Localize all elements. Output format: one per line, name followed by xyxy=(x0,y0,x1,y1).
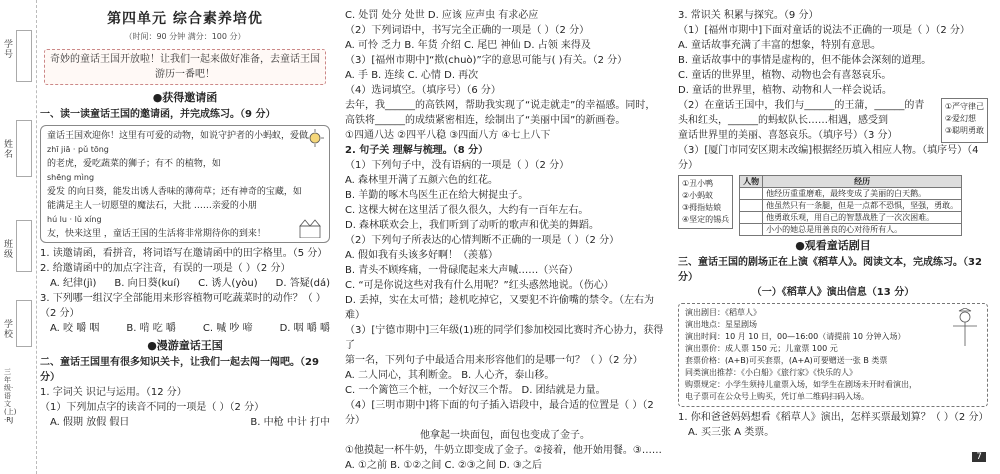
c2-line: 第一名，下列句子中最适合用来形容他们的是哪一句？（ ）（2 分） xyxy=(345,355,643,366)
c2-line: （4）选词填空。（填序号）（6 分） xyxy=(345,85,501,96)
option[interactable]: B. 啃 吃 嚼 xyxy=(126,323,176,334)
info-line: 同类演出推荐：《小白船》《旅行家》《快乐的人》 xyxy=(685,368,857,377)
c2-line: 去年，我______的高铁网，帮助我实现了“说走就走”的幸福感。同时， xyxy=(345,100,656,111)
option[interactable]: B. 中枪 中计 打中 xyxy=(250,417,330,428)
student-number-label: 学号 xyxy=(4,40,14,60)
person: ③拇指姑娘 xyxy=(682,203,722,212)
answer-cell[interactable] xyxy=(740,224,763,236)
c2-line: （2）下列词语中，书写完全正确的一项是（ ）（2 分） xyxy=(345,25,590,36)
table-header: 人物 xyxy=(740,176,763,188)
c2-line: （4）[三明市期中]将下面的句子插入语段中，最合适的位置是（ ）（2 分） xyxy=(345,400,654,426)
c2-line: （3）[宁德市期中]三年级(1)班的同学们参加校园比赛时齐心协力，获得了 xyxy=(345,325,664,351)
info-line: 演出票价：成人票 150 元；儿童票 100 元 xyxy=(685,344,838,353)
column-2 xyxy=(345,8,665,473)
info-line: 电子票可在公众号上购买，凭订单二维码扫码入场。 xyxy=(685,392,869,401)
letter-pinyin-1: zhī jiā · pǔ tōng xyxy=(47,145,109,154)
name-label: 姓名 xyxy=(4,140,14,160)
c2-line: A. 森林里开满了五颜六色的红花。 xyxy=(345,175,499,186)
letter-line-2: 的老虎，爱吃蔬菜的狮子；有不 的植物，如 xyxy=(47,159,221,169)
grade-subject-label: 三年级·语文(上)·RJ xyxy=(4,368,17,424)
c2-line: （1）下列句子中，没有语病的一项是（ ）（2 分） xyxy=(345,160,570,171)
option[interactable]: C. 喊 吵 啼 xyxy=(202,323,253,334)
c3-line: （3）[厦门市同安区期末改编]根据经历填入相应人物。（填序号）（4 分） xyxy=(678,145,979,171)
table-row xyxy=(740,188,962,200)
q1-2: 2. 给邀请函中的加点字注音，有误的一项是（ ）（2 分） xyxy=(40,263,291,274)
answer-cell[interactable] xyxy=(740,212,763,224)
performance-info-box xyxy=(678,303,988,407)
table-row xyxy=(740,224,962,236)
option[interactable]: A. 假期 放假 假日 xyxy=(50,417,130,428)
q1-3-options xyxy=(40,321,330,336)
info-line: 演出时间：10 月 10 日，00—16:00（请提前 10 分钟入场） xyxy=(685,332,906,341)
letter-pinyin-3: hú lu · lǔ xíng xyxy=(47,215,102,224)
option[interactable]: D. 答疑(dá) xyxy=(275,278,330,289)
c3-line: A. 童话故事充满了丰富的想象，特别有意思。 xyxy=(678,40,882,51)
c2-line: ①四通八达 ②四平八稳 ③四面八方 ④七上八下 xyxy=(345,130,551,141)
c3-line: B. 童话故事中的事情是虚构的，但不能体会深刻的道理。 xyxy=(678,55,932,66)
table-header: 经历 xyxy=(763,176,962,188)
answer-cell[interactable] xyxy=(740,188,763,200)
class-field[interactable] xyxy=(16,220,32,272)
q3-2-block xyxy=(678,98,988,143)
scarecrow-icon xyxy=(951,308,979,348)
experience-table xyxy=(739,175,962,236)
letter-pinyin-2: shēng mìng xyxy=(47,173,95,182)
c2-line: C. 一个篱笆三个桩，一个好汉三个帮。 D. 团结就是力量。 xyxy=(345,385,606,396)
c2-line: C. “可是你说这些对我有什么用呢？”红头惑然地说。（伤心） xyxy=(345,280,614,291)
c3-line: 3. 常识关 积累与探究。（9 分） xyxy=(678,10,819,21)
q2-1a: （1）下列加点字的读音不同的一项是（ ）（2 分） xyxy=(40,402,265,413)
student-number-field[interactable] xyxy=(16,30,32,82)
c2-line: ①他摸起一杯牛奶，牛奶立即变成了金子。②接着，他开始用餐。③…… xyxy=(345,445,662,456)
intro-banner: 奇妙的童话王国开放啦！让我们一起来做好准备，去童话王国游历一番吧！ xyxy=(44,49,326,85)
part3-heading: 三、童话王国的剧场正在上演《稻草人》。阅读文本，完成练习。（32 分） xyxy=(678,257,982,283)
table-cell: 他经历重重磨难，最终变成了美丽的白天鹅。 xyxy=(763,188,962,200)
school-label: 学校 xyxy=(4,320,14,340)
answer-cell[interactable] xyxy=(740,200,763,212)
name-field[interactable] xyxy=(16,120,32,177)
column-1 xyxy=(40,8,330,430)
invitation-letter xyxy=(40,125,330,243)
letter-line-5: 友，快来这里 ，童话王国的生活将非常期待你的到来！ xyxy=(47,229,266,239)
c2-line: 2. 句子关 理解与梳理。（8 分） xyxy=(345,145,489,156)
c2-line: （3）[福州市期中]“揿(chuò)”字的意思可能与( )有关。（2 分） xyxy=(345,55,628,66)
q3-2-text xyxy=(678,98,935,143)
c2-line: B. 羊勤的啄木鸟医生正在给大树捉虫子。 xyxy=(345,190,529,201)
c3-line: 童话世界里的美丽、喜怒哀乐。（填序号）（3 分） xyxy=(678,130,898,141)
c3-line: （2）在童话王国中，我们与______的王蒲，______的青 xyxy=(678,100,925,111)
section-tour-heading: ●漫游童话王国 xyxy=(147,339,223,352)
c2-line: 高铁将______的成绩紧密相连，绘制出了“美丽中国”的新画卷。 xyxy=(345,115,626,126)
option[interactable]: A. 纪律(jì) xyxy=(50,278,97,289)
option: ①严守律己 xyxy=(944,102,984,111)
q1-3: 3. 下列哪一组汉字全部能用来形容植物可吃蔬菜时的动作？（ ）（2 分） xyxy=(40,293,326,319)
option[interactable]: A. 咬 嚼 咽 xyxy=(50,323,100,334)
castle-icon xyxy=(297,218,323,238)
c2-line: D. 森林联欢会上，我们听到了动听的歌声和优美的舞蹈。 xyxy=(345,220,600,231)
person: ②小蚂蚁 xyxy=(682,191,714,200)
c3-line: 头和红头，______的蚂蚁队长……相遇，感受到 xyxy=(678,115,888,126)
option: ②爱幻想 xyxy=(944,114,976,123)
time-score: （时间：90 分钟 满分：100 分） xyxy=(124,32,246,41)
c2-line: A. ①之前 B. ①②之间 C. ②③之间 D. ③之后 xyxy=(345,460,542,471)
c2-line: C. 处罚 处分 处世 D. 应该 应声虫 有求必应 xyxy=(345,10,539,21)
option[interactable]: D. 咽 嚼 嚼 xyxy=(279,323,330,334)
letter-line-3: 爱发 的向日葵，能发出诱人香味的薄荷草；还有神奇的宝藏，如 xyxy=(47,187,302,197)
person: ①丑小鸭 xyxy=(682,179,714,188)
q3-1: 1. 你和爸爸妈妈想看《稻草人》演出，怎样买票最划算？（ ）（2 分） xyxy=(678,412,989,423)
c2-line: C. 这棵大树在这里活了很久很久，大约有一百年左右。 xyxy=(345,205,589,216)
info-line: 套票价格：(A+B)可买套票，(A+A)可要赠送一张 B 类票 xyxy=(685,356,888,365)
info-line: 购票规定：小学生须持儿童票入场，如学生在剧场未开时看演出， xyxy=(685,380,917,389)
q3-3-block xyxy=(678,175,988,236)
letter-line-1: 童话王国欢迎你！这里有可爱的动物，如说守护者的小蚂蚁，爱做 xyxy=(47,131,309,141)
q3-1-option-a[interactable]: A. 买三张 A 类票。 xyxy=(688,427,775,438)
section-show-heading: ●观看童话剧目 xyxy=(795,239,871,252)
info-line: 演出剧目：《稻草人》 xyxy=(685,308,761,317)
c3-line: D. 童话的世界里，植物、动物和人一样会说话。 xyxy=(678,85,893,96)
page-title: 第四单元 综合素养培优 xyxy=(107,11,263,27)
table-cell: 他勇敢乐观，用自己的智慧战胜了一次次困难。 xyxy=(763,212,962,224)
sun-icon xyxy=(305,128,325,148)
c2-line: A. 可怜 乏力 B. 年货 介绍 C. 尾巴 神仙 D. 占领 来得及 xyxy=(345,40,591,51)
section-invite-heading: ●获得邀请函 xyxy=(152,91,218,104)
c3-line: C. 童话的世界里，植物、动物也会有喜怒哀乐。 xyxy=(678,70,892,81)
q2-1: 1. 字词关 识记与运用。（12 分） xyxy=(40,387,187,398)
c3-line: （1）[福州市期中]下面对童话的说法不正确的一项是（ ）（2 分） xyxy=(678,25,970,36)
person: ④坚定的锡兵 xyxy=(682,215,730,224)
table-cell: 小小的她总是用善良的心对待所有人。 xyxy=(763,224,962,236)
c2-line: A. 假如我有头该多好啊！（羡慕） xyxy=(345,250,499,261)
c2-line: B. 青头不顾疼痛，一骨碌爬起来大声喊……（兴奋） xyxy=(345,265,579,276)
c2-line: （2）下列句子所表达的心情判断不正确的一项是（ ）（2 分） xyxy=(345,235,620,246)
table-row xyxy=(740,200,962,212)
school-field[interactable] xyxy=(16,300,32,347)
sub-heading: （一）《稻草人》演出信息（13 分） xyxy=(751,287,915,298)
table-header-row xyxy=(740,176,962,188)
c2-line: A. 手 B. 连续 C. 心情 D. 再次 xyxy=(345,70,479,81)
c2-line: A. 二人同心，其利断金。 B. 人心齐，泰山移。 xyxy=(345,370,555,381)
page-number: 7 xyxy=(972,452,986,462)
info-line: 演出地点：星星剧场 xyxy=(685,320,757,329)
table-cell: 他虽然只有一条腿，但是一点都不恐惧，坚强，勇敢。 xyxy=(763,200,962,212)
part1-heading: 一、读一读童话王国的邀请函，并完成练习。（9 分） xyxy=(40,109,276,120)
people-list xyxy=(678,175,733,229)
c2-line: D. 丢掉，实在太可惜；趁机吃掉它，又要犯不许偷嘴的禁令。（左右为难） xyxy=(345,295,655,321)
q3-2-options-box xyxy=(941,98,988,143)
class-label: 班级 xyxy=(4,240,14,260)
option[interactable]: B. 向日葵(kuí) xyxy=(114,278,181,289)
column-3 xyxy=(678,8,988,440)
table-row xyxy=(740,212,962,224)
c2-line: 他拿起一块面包，面包也变成了金子。 xyxy=(420,430,590,441)
option[interactable]: C. 诱人(yòu) xyxy=(198,278,258,289)
letter-line-4: 能满足主人一切愿望的魔法石，大批 ……亲爱的小朋 xyxy=(47,201,257,211)
option: ③聪明勇敢 xyxy=(944,126,984,135)
q2-1a-options xyxy=(40,415,330,430)
binding-gutter xyxy=(0,0,37,474)
q1-2-options xyxy=(40,276,330,291)
part2-heading: 二、童话王国里有很多知识关卡，让我们一起去闯一闯吧。（29 分） xyxy=(40,357,319,383)
q1-1: 1. 读邀请函，看拼音，将词语写在邀请函中的田字格里。（5 分） xyxy=(40,248,328,259)
